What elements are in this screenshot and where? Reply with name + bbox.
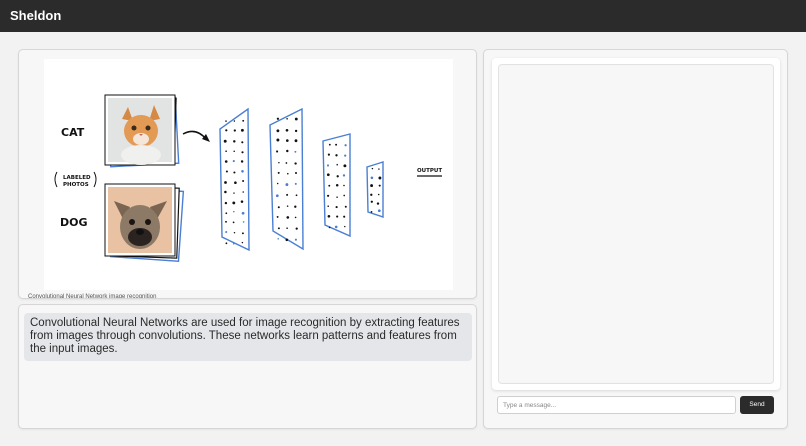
neuron-dot — [371, 201, 373, 203]
neuron-dot — [336, 196, 338, 198]
neuron-dot — [329, 227, 331, 229]
neuron-dot — [329, 144, 331, 146]
neuron-dot — [234, 129, 236, 131]
right-arrow-icon — [183, 131, 206, 139]
image-caption: Convolutional Neural Network image recognition — [28, 294, 157, 299]
neuron-dot — [277, 118, 279, 120]
neuron-dot — [335, 226, 338, 229]
neuron-dot — [344, 226, 345, 227]
neuron-dot — [295, 139, 298, 142]
neuron-dot — [378, 177, 381, 180]
label-photos-line1: LABELED — [63, 175, 91, 181]
neuron-dot — [295, 172, 297, 174]
neuron-dot — [379, 185, 381, 187]
neuron-dot — [233, 222, 235, 224]
neuron-dot — [225, 212, 227, 214]
neuron-dot — [343, 185, 345, 187]
neuron-dot — [225, 120, 227, 122]
neuron-dot — [287, 173, 289, 175]
cnn-diagram — [44, 59, 453, 290]
description-panel — [18, 304, 477, 429]
neuron-dot — [234, 232, 235, 233]
neuron-dot — [328, 215, 331, 218]
neuron-dot — [335, 154, 337, 156]
neuron-dot — [226, 170, 228, 172]
neuron-dot — [287, 205, 289, 207]
neuron-dot — [328, 185, 330, 187]
neuron-dot — [295, 183, 297, 185]
neuron-dot — [277, 216, 279, 218]
neuron-dot — [225, 160, 228, 163]
label-photos-line2: PHOTOS — [63, 182, 89, 188]
neuron-dot — [242, 180, 244, 182]
cat-photo — [105, 95, 175, 165]
label-cat: CAT — [61, 126, 85, 139]
send-button[interactable]: Send — [740, 396, 774, 414]
neuron-dot — [295, 118, 298, 121]
neuron-dot — [225, 221, 227, 223]
chat-messages-area[interactable] — [498, 64, 774, 384]
neuron-dot — [285, 183, 288, 186]
neuron-dot — [371, 176, 374, 179]
neuron-dot — [327, 173, 330, 176]
neuron-dot — [233, 160, 235, 162]
neuron-dot — [233, 150, 235, 152]
cnn-illustration — [44, 59, 453, 290]
neuron-dot — [336, 216, 338, 218]
neuron-dot — [241, 170, 244, 173]
cnn-layer-4 — [367, 162, 383, 217]
neuron-dot — [327, 164, 329, 166]
chat-panel — [483, 49, 788, 429]
neuron-dot — [294, 151, 296, 153]
neuron-dot — [344, 144, 346, 146]
neuron-dot — [343, 164, 346, 167]
neuron-dot — [371, 211, 373, 213]
neuron-dot — [276, 139, 279, 142]
neuron-dot — [344, 155, 346, 157]
neuron-dot — [241, 141, 243, 143]
neuron-dot — [278, 172, 280, 174]
neuron-dot — [242, 212, 245, 215]
neuron-dot — [327, 205, 329, 207]
neuron-dot — [343, 195, 345, 197]
neuron-dot — [372, 168, 373, 169]
neuron-dot — [278, 227, 280, 229]
neuron-dot — [276, 129, 279, 132]
neuron-dot — [296, 227, 298, 229]
neuron-dot — [233, 211, 235, 213]
neuron-dot — [233, 140, 235, 142]
neuron-dot — [378, 194, 380, 196]
neuron-dot — [233, 192, 234, 193]
image-panel — [18, 49, 477, 299]
neuron-dot — [232, 201, 235, 204]
neuron-dot — [278, 206, 280, 208]
neuron-dot — [233, 243, 235, 245]
neuron-dot — [241, 151, 243, 153]
neuron-dot — [286, 227, 288, 229]
message-input[interactable] — [497, 396, 736, 414]
neuron-dot — [225, 231, 227, 233]
neuron-dot — [286, 118, 288, 120]
neuron-dot — [295, 217, 297, 219]
neuron-dot — [296, 194, 298, 196]
neuron-dot — [276, 194, 279, 197]
neuron-dot — [336, 184, 339, 187]
neuron-dot — [277, 183, 279, 185]
app-title: Sheldon — [10, 8, 62, 23]
neuron-dot — [336, 206, 338, 208]
neuron-dot — [286, 139, 289, 142]
neuron-dot — [242, 232, 244, 234]
neuron-dot — [241, 200, 244, 203]
neuron-dot — [286, 150, 288, 152]
neuron-dot — [337, 175, 339, 177]
neuron-dot — [370, 184, 373, 187]
neuron-dot — [225, 242, 227, 244]
neuron-dot — [276, 150, 278, 152]
neuron-dot — [370, 194, 372, 196]
paren-right — [94, 172, 96, 187]
neuron-dot — [278, 162, 279, 163]
chat-frame — [492, 58, 780, 390]
neuron-dot — [343, 216, 345, 218]
neuron-dot — [286, 239, 289, 242]
neuron-dot — [225, 202, 227, 204]
neuron-dot — [242, 191, 244, 193]
neuron-dot — [328, 154, 330, 156]
paren-left — [55, 172, 57, 187]
dog-photo — [105, 184, 175, 256]
neuron-dot — [224, 181, 227, 184]
app-header — [0, 0, 806, 32]
neuron-dot — [234, 120, 236, 122]
neuron-dot — [286, 162, 288, 164]
neuron-dot — [286, 216, 289, 219]
neuron-dot — [336, 164, 338, 166]
neuron-dot — [343, 174, 345, 176]
neuron-dot — [225, 129, 227, 131]
neuron-dot — [378, 209, 381, 212]
neuron-dot — [242, 242, 243, 243]
neuron-dot — [294, 206, 296, 208]
neuron-dot — [243, 221, 245, 223]
neuron-dot — [327, 195, 329, 197]
neuron-dot — [345, 206, 347, 208]
label-dog: DOG — [60, 216, 88, 229]
neuron-dot — [377, 202, 379, 204]
neuron-dot — [233, 171, 235, 173]
neuron-dot — [335, 144, 337, 146]
description-text: Convolutional Neural Networks are used for image recognition by extracting features from images through convolutions. These networks learn patterns and features from the input images. — [24, 313, 472, 361]
neuron-dot — [277, 238, 279, 240]
neuron-dot — [295, 130, 297, 132]
neuron-dot — [234, 181, 237, 184]
neuron-dot — [242, 120, 244, 122]
neuron-dot — [224, 140, 227, 143]
neuron-dot — [241, 160, 243, 162]
neuron-dot — [224, 191, 227, 194]
neuron-dot — [295, 239, 297, 241]
neuron-dot — [294, 162, 296, 164]
neuron-dot — [241, 129, 244, 132]
neuron-dot — [378, 168, 379, 169]
label-output: OUTPUT — [417, 168, 443, 174]
neuron-dot — [286, 129, 289, 132]
neuron-dot — [225, 150, 227, 152]
neuron-dot — [286, 194, 288, 196]
